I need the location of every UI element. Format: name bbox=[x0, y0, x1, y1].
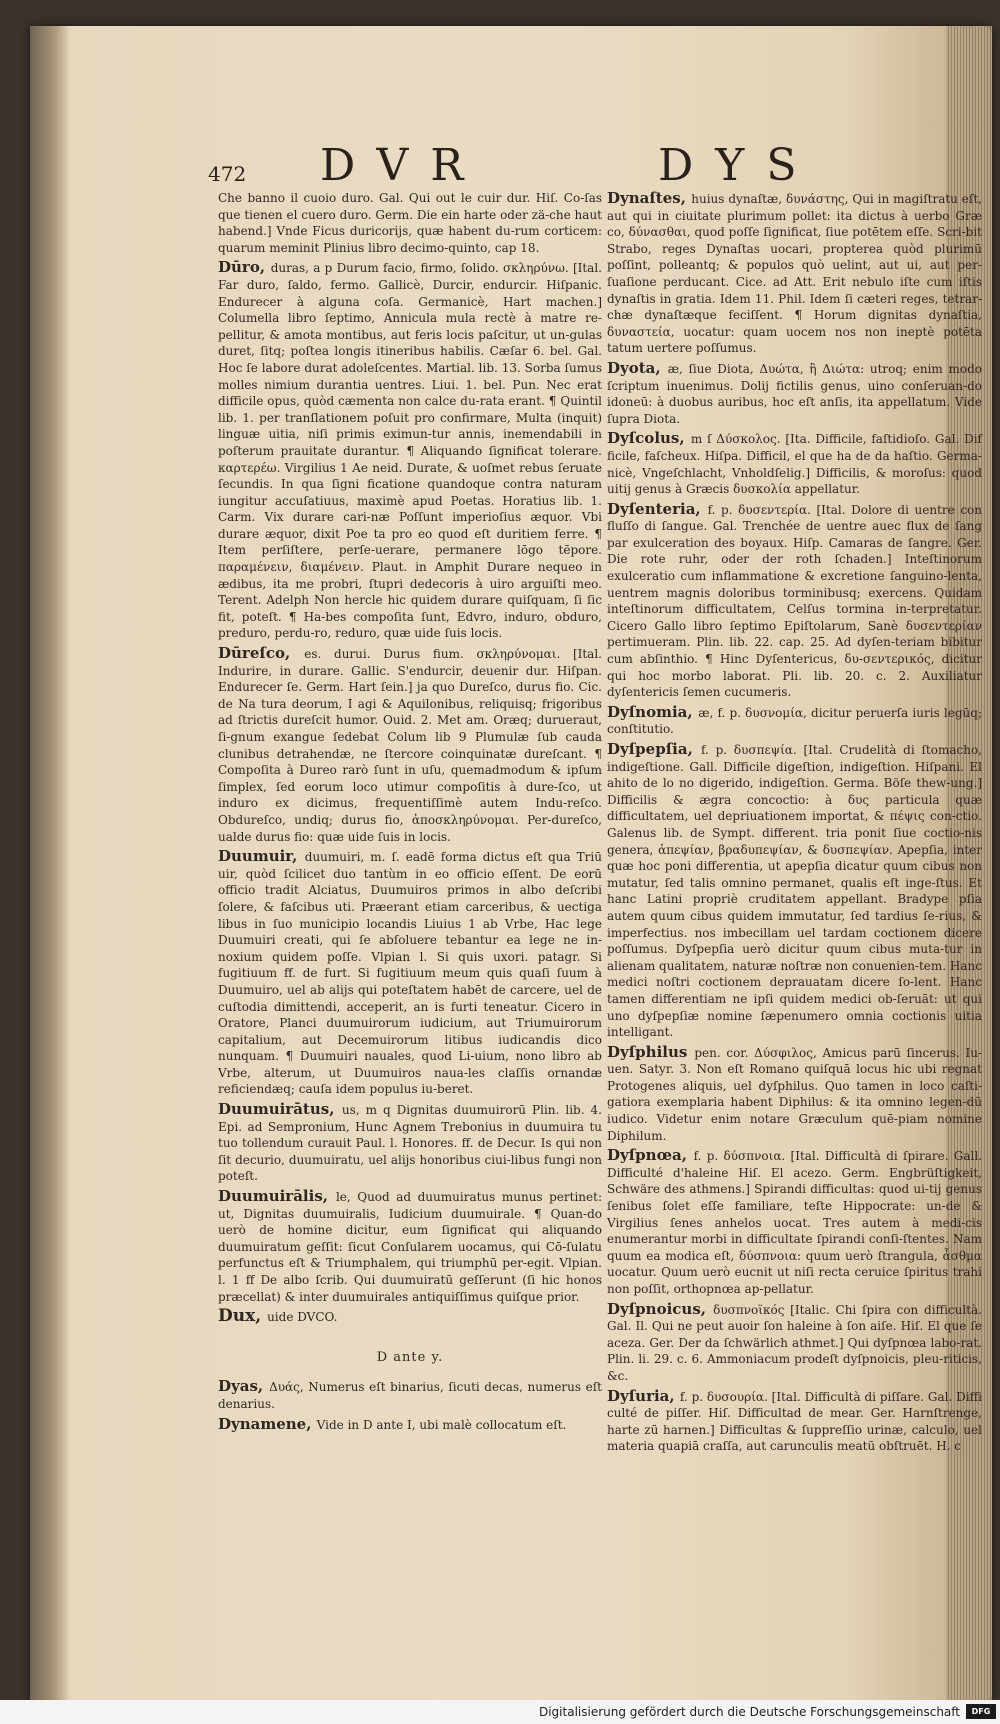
entry-headword: Dyſcolus, bbox=[607, 429, 691, 448]
entry-headword: Dux, bbox=[218, 1306, 268, 1327]
entry-headword: Dyſuria, bbox=[607, 1386, 680, 1405]
dictionary-entry bbox=[607, 741, 982, 1041]
entry-text: huius dynaſtæ, δυνάστης, Qui in magiſtratu eſt, aut qui in ciuitate plurimum pollet: ita dictus à uerbo Græ co, δύνασθαι, quod poſſe ſignificat, ſiue potētem eſſe. Scri-bit Strabo, reges Dynaſtas uocari, propterea quòd plurimū poſſint, polleantq; & populos quò uelint, aut ui, aut per-ſuaſione perducant. Cice. ad Att. Erit nebulo iſte cum iſtis dynaſtis in gratia. Idem 11. Phil. Idem ſi cæteri reges, tetrar-chæ dynaſtæque feciſſent. ¶ Horum dignitas dynaſtia, δυναστεία, uocatur: quam uocem nos non ineptè potēta tatum uertere poſſumus. bbox=[607, 192, 982, 356]
entry-text: f. p. δυσεντερία. [Ital. Dolore di uentre con fluſſo di ſangue. Gal. Trenchée de uentre auec flux de ſang par exulceration des boyaux. Hiſp. Camaras de ſangre. Ger. Die rote ruhr, oder der roth ſchaden.] Inteſtinorum exulceratio cum inflammatione & excretione ſanguino-lenta, uentrem magnis doloribus torminibusq; exercens. Quidam inteſtinorum difficultatem, Celſus tormina in-terpretatur. Cicero Gallo libro ſeptimo Epiſtolarum, Sanè δυσεντερίαν pertimueram. Plin. lib. 22. cap. 25. Ad dyſen-teriam bibitur cum abſinthio. ¶ Hinc Dyſentericus, δυ-σεντερικός, dicitur qui hoc morbo laborat. Pli. lib. 20. c. 2. Auxiliatur dyſentericis ſemen cucumeris. bbox=[607, 502, 982, 700]
footer-credit: Digitalisierung gefördert durch die Deutsche Forschungsgemeinschaft bbox=[538, 1705, 960, 1719]
dictionary-entry bbox=[218, 1101, 602, 1185]
right-column bbox=[607, 190, 982, 1458]
entry-headword: Dyſpnœa, bbox=[607, 1146, 694, 1165]
entry-text: es. durui. Durus fium. σκληρύνομαι. [Ital. Indurire, in durare. Gallic. S'endurcir, deuenir dur. Hiſpan. Endurecer ſe. Germ. Hart ſein.] ja quo Dureſco, durus fio. Cic. de Na tura deorum, I agi & Aquilonibus, reliquisq; frigoribus ad ſtrictis dureſcit humor. Ouid. 2. Met am. Oræq; durueraut, ſi-gnum exangue ſedebat Colum lib 9 Plumulæ ſub cauda clunibus detrahendæ, ne ſtercore coinquinatæ dureſcant. ¶ Compoſita à Dureo rarò ſunt in uſu, quemadmodum & ipſum ſimplex, ſed eorum loco utimur compoſitis à dure-ſco, ut induro ex dicimus, frequentiſſimè autem Indu-reſco. Obdureſco, undiq; durus fio, ἀποσκληρύνομαι. Per-dureſco, ualde durus fio: quæ uide ſuis in locis. bbox=[218, 647, 602, 844]
dictionary-entry bbox=[218, 190, 602, 256]
entry-text: æ, f. p. δυσνομία, dicitur peruerſa iuris legūq; conſtitutio. bbox=[607, 705, 982, 737]
dictionary-entry bbox=[607, 1301, 982, 1385]
dictionary-entry bbox=[607, 1044, 982, 1145]
entry-text: Che banno il cuoio duro. Gal. Qui out le cuir dur. Hiſ. Co-ſas que tienen el cuero duro. Germ. Die ein harte oder zä-che haut habend.] Vnde Ficus duricorijs, quæ habent du-rum corticem: quarum meminit Plinius libro decimo-quinto, cap 18. bbox=[218, 191, 602, 255]
entry-text: us, m q Dignitas duumuirorū Plin. lib. 4. Epi. ad Sempronium, Hunc Agnem Trebonius in duumuira tu tuo tollendum curauit Paul. l. Honores. ff. de Decur. Is qui non ſit decurio, duumuiratu, uel alijs honoribus ciui-libus fungi non poteſt. bbox=[218, 1103, 602, 1184]
running-header-right: DYS bbox=[658, 140, 819, 191]
page-number: 472 bbox=[208, 162, 247, 186]
running-header-left: DVR bbox=[320, 140, 486, 191]
digitization-footer bbox=[0, 1700, 1000, 1724]
entry-text: f. p. δυσπεψία. [Ital. Crudelità di ſtomacho, indigeſtione. Gall. Difficile digeſtion, indigeſtion. Hiſpani. El ahito de lo no digerido, indigeſtion. Germa. Böſe thew-ung.] Difficilis & ægra concoctio: à δυς particula quæ difficultatem, uel depriuationem importat, & πέψις con-ctio. Galenus lib. de Sympt. different. tria ponit ſiue coctio-nis genera, ἀπεψίαν, βραδυπεψίαν, & δυσπεψίαν. Apepſia, inter quæ hoc poni differentia, ut apepſia dicatur quum cibus non mutatur, ſed talis omnino permanet, qualis eſt inge-ſtus. Et hanc Latini propriè cruditatem appellant. Bradype pſia autem quum cibus quidem immutatur, ſed tardius ſe-rius, & imperfectius. nos imbecillam uel tardam coctionem dicere poſſumus. Dyſpepſia uerò dicitur quum cibus muta-tur in alienam qualitatem, naturæ noſtræ non conuenien-tem. Hanc medici noſtri coctionem deprauatam dicere ſo-lent. Hanc tamen differentiam ne ipſi quidem medici ob-ſeruāt: ut qui uno dyſpepſiæ nomine ſæpenumero omnia coctionis uitia intelligant. bbox=[607, 743, 982, 1040]
dictionary-entry bbox=[218, 848, 602, 1098]
entry-headword: Duumuirātus, bbox=[218, 1100, 342, 1119]
entry-headword: Duumuirālis, bbox=[218, 1187, 336, 1206]
entry-text: duumuiri, m. ſ. eadē forma dictus eſt qua Triū uir, quòd ſcilicet duo tantùm in eo officio eſſent. De eorū officio tradit Alciatus, Duumuiros primos in albo deſcribi ſolere, & faſcibus uti. Præerant etiam carceribus, & uectiga libus in ſuo municipio locandis Liuius 1 ab Vrbe, Hac lege Duumuiri creati, qui ſe abſoluere tebantur ea lege ne in-noxium quidem poſſe. Vlpian l. Si quis uxori. patagr. Si fugitiuum ff. de furt. Si fugitiuum meum quis quaſi ſuum à Duumuiro, uel ab alijs qui poteſtatem habēt de carcere, uel de cuſtodia dimittendi, acceperit, an is furti teneatur. Cicero in Oratore, Planci duumuirorum iudicium, aut Triumuirorum capitalium, aut Decemuirorum litibus iudicandis dico nunquam. ¶ Duumuiri nauales, quod Li-uium, nono libro ab Vrbe, alterum, ut Duumuiros naua-les claſſis ornandæ reficiendæq; cauſa idem populus iu-beret. bbox=[218, 850, 602, 1097]
dictionary-entry bbox=[607, 1388, 982, 1455]
entry-text: Δυάς, Numerus eſt binarius, ſicuti decas, numerus eſt denarius. bbox=[218, 1380, 602, 1411]
dictionary-entry bbox=[607, 190, 982, 357]
entry-text: pen. cor. Δύσφιλος, Amicus parū ſincerus. Iu-uen. Satyr. 3. Non eſt Romano quiſquā locus hic ubi regnat Protogenes aliquis, uel dyſphilus. Quo tamen in loco caſti-gatiora exemplaria habent Diphilus: & ita omnino legen-dū iudico. Videtur enim notare Græculum quē-piam nomine Diphilum. bbox=[607, 1045, 982, 1143]
entry-headword: Dyſenteria, bbox=[607, 499, 708, 518]
dictionary-entry bbox=[607, 1147, 982, 1297]
dictionary-entry bbox=[218, 645, 602, 845]
entry-text: duras, a p Durum facio, firmo, ſolido. σκληρύνω. [Ital. Far duro, ſaldo, fermo. Gallicè, Durcir, endurcir. Hiſpanic. Endurecer à alguna coſa. Germanicè, Hart machen.] Columella libro ſeptimo, Annicula mula rectè à matre re-pellitur, & amota montibus, aut feris locis paſcitur, ut un-gulas duret, ſitq; poſtea longis itineribus habilis. Cæſar 6. bel. Gal. Hoc ſe labore durat adoleſcentes. Martial. lib. 13. Sorba ſumus molles nimium durantia uentres. Liui. 1. bel. Pun. Nec erat difficile opus, quòd cæmenta non calce du-rata erant. ¶ Quintil lib. 1. per tranſlationem poſuit pro confirmare, Multa (inquit) linguæ uitia, niſi primis eximun-tur annis, inemendabili in poſterum prauitate durantur. ¶ Aliquando ſignificat tolerare. καρτερέω. Virgilius 1 Ae neid. Durate, & uoſmet rebus ſeruate ſecundis. In qua ſigni ficatione quandoque contra naturam iungitur accuſatiuus, maximè apud Poetas. Horatius lib. 1. Carm. Vix durare cari-næ Poſſunt imperioſius æquor. Vbi durare æquor, dixit Poe ta pro eo quod eſt duritiem ferre. ¶ Item perſiſtere, perſe-uerare, permanere lōgo tēpore. παραμένειν, διαμένειν. Plaut. in Amphit Durare nequeo in ædibus, ita me probri, ſtupri dedecoris à uiro arguiſti meo. Terent. Adelph Non hercle hic quidem durare quiſquam, ſi ſic fit, poteſt. ¶ Ha-bes compoſita ſunt, Edvro, induro, obduro, preduro, perdu-ro, reduro, quæ uide ſuis locis. bbox=[218, 261, 602, 641]
entry-headword: Dyota, bbox=[607, 358, 668, 377]
entry-headword: Dyſpepſia, bbox=[607, 740, 701, 758]
entry-text: æ, ſiue Diota, Δυώτα, ἢ Διώτα: utroq; enim modo ſcriptum inuenimus. Dolij fictilis genus, uino conſeruan-do idoneū: à duobus auribus, hoc eſt anſis, ita appellatum. Vide ſupra Diota. bbox=[607, 361, 982, 426]
entry-text: le, Quod ad duumuiratus munus pertinet: ut, Dignitas duumuiralis, Iudicium duumuirale. ¶ Quan-do uerò de homine dicitur, eum ſignificat qui aliquando duumuiratum geſſit: ſicut Conſularem uocamus, qui Cō-ſulatu perfunctus eſt & Triumphalem, qui triumphū per-egit. Vlpian. l. 1 ff De albo ſcrib. Qui duumuiratū geſſerunt (ſi hic honos præcellat) & inter duumuirales antiquiſſimus quiſque prior. bbox=[218, 1190, 602, 1304]
entry-headword: Dyas, bbox=[218, 1377, 270, 1396]
left-column bbox=[218, 190, 602, 1436]
entry-text: m ſ Δύσκολος. [Ita. Difficile, faſtidioſo. Gal. Dif ficile, faſcheux. Hiſpa. Difficil, el que ha de da haſtio. Germa-nicè, Vngeſchlacht, Vnholdſelig.] Difficilis, & moroſus: quod uitij genus à Græcis δυσκολία appellatur. bbox=[607, 432, 982, 497]
entry-text: f. p. δυσουρία. [Ital. Difficultà di piſſare. Gal. Diffi culté de piſſer. Hiſ. Difficultad de mear. Ger. Harnſtrenge, harte zū harnen.] Difficultas & ſuppreſſio urinæ, calculo, uel materia quapiā craſſa, aut carunculis meatū obſtruēt. H. c bbox=[607, 1389, 982, 1454]
dfg-logo: DFG bbox=[966, 1704, 996, 1719]
dictionary-entry bbox=[218, 1378, 602, 1412]
dictionary-entry bbox=[607, 704, 982, 738]
entry-text: δυσπνοϊκός [Italic. Chi ſpira con difficultà. Gal. Il. Qui ne peut auoir ſon haleine à ſon aiſe. Hiſ. El que ſe aceza. Ger. Der da ſchwärlich athmet.] Qui dyſpnœa labo-rat. Plin. li. 29. c. 6. Ammoniacum prodeſt dyſpnoicis, pleu-riticis, &c. bbox=[607, 1302, 982, 1383]
entry-headword: Dynamene, bbox=[218, 1414, 317, 1433]
dictionary-entry bbox=[218, 1308, 602, 1326]
dictionary-entry bbox=[218, 259, 602, 642]
dictionary-entry bbox=[218, 1416, 602, 1434]
entry-headword: Dyſpnoicus, bbox=[607, 1299, 714, 1318]
entry-headword: Dūreſco, bbox=[218, 644, 305, 663]
entry-text: f. p. δύσπνοια. [Ital. Difficultà di ſpirare. Gall. Difficulté d'haleine Hiſ. El acezo. Germ. Engbrüſtigkeit, Schwäre des athmens.] Spirandi difficultas: quod ui-tij genus ſenibus ſolet eſſe familiare, teſte Hippocrate: un-de & Virgilius ſenes anhelos uocat. Tres autem à medi-cis enumerantur morbi in difficultate ſpirandi conſi-ſtentes. Nam quum ea modica eſt, δύσπνοια: quum uerò ſtrangula, ἆσθμα uocatur. Quum uerò eucnit ut niſi recta ceruice ſpiritus trahi non poſſit, orthopnœa ap-pellatur. bbox=[607, 1149, 983, 1296]
entry-text: Vide in D ante I, ubi malè collocatum eſt. bbox=[316, 1417, 567, 1432]
dictionary-entry bbox=[607, 430, 982, 497]
entry-headword: Duumuir, bbox=[218, 847, 305, 866]
entry-headword: Dyſnomia, bbox=[607, 702, 699, 721]
section-heading: D ante y. bbox=[376, 1349, 444, 1365]
dictionary-entry bbox=[607, 501, 982, 701]
dictionary-entry bbox=[218, 1188, 602, 1305]
entry-headword: Dynaſtes, bbox=[607, 189, 692, 207]
page-gutter-shadow bbox=[30, 26, 70, 1702]
dictionary-entry bbox=[607, 360, 982, 427]
entry-headword: Dyſphilus bbox=[607, 1042, 695, 1061]
entry-headword: Dūro, bbox=[218, 258, 271, 277]
entry-text: uide DVCO. bbox=[267, 1310, 338, 1325]
